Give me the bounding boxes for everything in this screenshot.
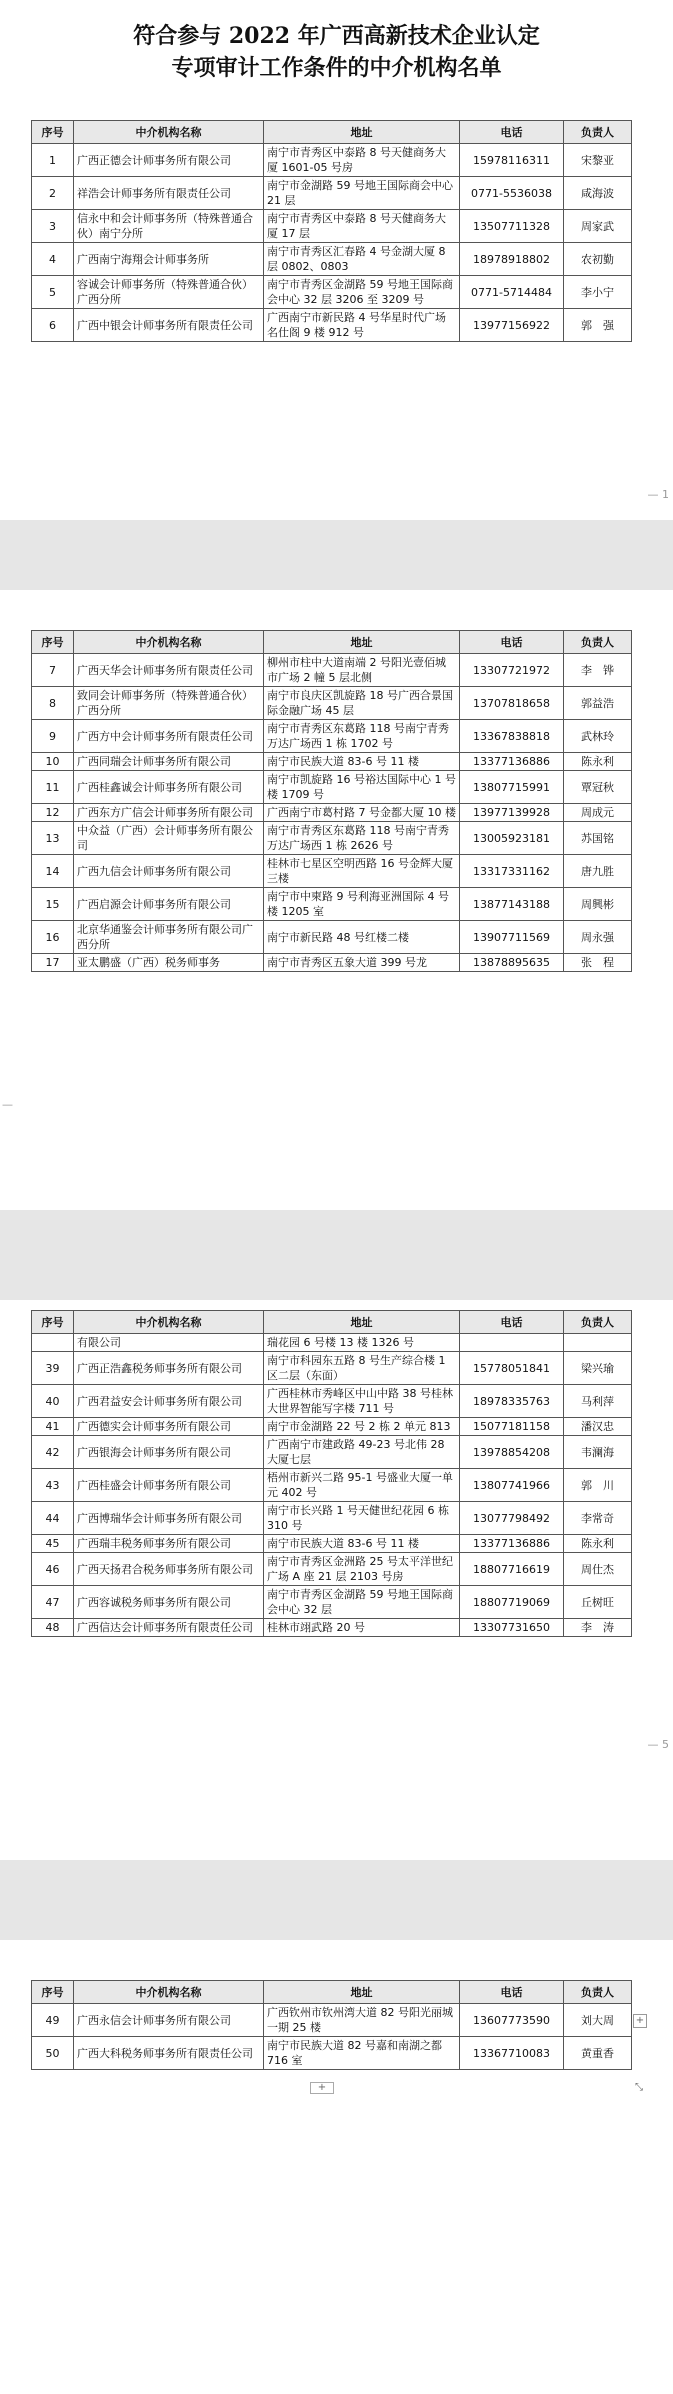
table-row: [32, 855, 632, 888]
cell-no: 6: [32, 309, 74, 342]
table-row: [32, 1418, 632, 1436]
table-row: [32, 1502, 632, 1535]
cell-name: 广西南宁海翔会计师事务所: [74, 243, 264, 276]
cell-name: 广西桂鑫诚会计师事务所有限公司: [74, 771, 264, 804]
cell-address: 南宁市民族大道 82 号嘉和南湖之都 716 室: [264, 2037, 460, 2070]
page-gap: [0, 520, 673, 590]
cell-address: 南宁市青秀区东葛路 118 号南宁青秀万达广场西 1 栋 2626 号: [264, 822, 460, 855]
header-name: 中介机构名称: [74, 1311, 264, 1334]
table-row: [32, 1334, 632, 1352]
cell-person: 丘树旺: [564, 1586, 632, 1619]
add-column-icon[interactable]: +: [633, 2014, 647, 2028]
table-body: [32, 1334, 632, 1637]
cell-phone: 13077798492: [460, 1502, 564, 1535]
cell-person: 陈永利: [564, 753, 632, 771]
cell-person: 李 铧: [564, 654, 632, 687]
cell-name: 广西方中会计师事务所有限责任公司: [74, 720, 264, 753]
cell-no: 10: [32, 753, 74, 771]
institutions-table-page-3: [31, 1310, 632, 1637]
add-row-icon[interactable]: +: [310, 2082, 334, 2094]
cell-person: 周永强: [564, 921, 632, 954]
cell-no: 4: [32, 243, 74, 276]
cell-person: 苏国铭: [564, 822, 632, 855]
table-row: [32, 654, 632, 687]
cell-address: 桂林市七星区空明西路 16 号金辉大厦三楼: [264, 855, 460, 888]
cell-name: 广西天扬君合税务师事务所有限公司: [74, 1553, 264, 1586]
cell-person: 陈永利: [564, 1535, 632, 1553]
cell-person: 郭 川: [564, 1469, 632, 1502]
cell-name: 广西大科税务师事务所有限责任公司: [74, 2037, 264, 2070]
table-row: [32, 177, 632, 210]
cell-address: 南宁市青秀区中泰路 8 号天健商务大厦 17 层: [264, 210, 460, 243]
cell-phone: 0771-5714484: [460, 276, 564, 309]
table-row: [32, 2037, 632, 2070]
document-title-line1: 符合参与 2022 年广西高新技术企业认定: [133, 23, 540, 49]
table-row: [32, 771, 632, 804]
document-page-3: [0, 1300, 673, 1860]
cell-person: 唐九胜: [564, 855, 632, 888]
cell-person: 梁兴瑜: [564, 1352, 632, 1385]
cell-name: 广西正浩鑫税务师事务所有限公司: [74, 1352, 264, 1385]
cell-person: 覃冠秋: [564, 771, 632, 804]
cell-phone: 13367838818: [460, 720, 564, 753]
table-row: [32, 804, 632, 822]
table-row: [32, 309, 632, 342]
cell-phone: 18807719069: [460, 1586, 564, 1619]
cell-person: 周仕杰: [564, 1553, 632, 1586]
cell-address: 南宁市金湖路 59 号地王国际商会中心 21 层: [264, 177, 460, 210]
cell-phone: 13005923181: [460, 822, 564, 855]
cell-no: 2: [32, 177, 74, 210]
cell-name: 亚太鹏盛（广西）税务师事务: [74, 954, 264, 972]
cell-no: 39: [32, 1352, 74, 1385]
table-row: [32, 243, 632, 276]
cell-no: 8: [32, 687, 74, 720]
cell-address: 广西南宁市葛村路 7 号金都大厦 10 楼: [264, 804, 460, 822]
cell-address: 梧州市新兴二路 95-1 号盛业大厦一单元 402 号: [264, 1469, 460, 1502]
document-title-line2: 专项审计工作条件的中介机构名单: [171, 55, 502, 81]
table-row: [32, 1385, 632, 1418]
margin-mark: —: [2, 1098, 13, 1111]
cell-phone: 13807741966: [460, 1469, 564, 1502]
cell-person: 郭 强: [564, 309, 632, 342]
cell-address: 南宁市青秀区五象大道 399 号龙: [264, 954, 460, 972]
cell-no: 45: [32, 1535, 74, 1553]
header-person: 负责人: [564, 1981, 632, 2004]
header-phone: 电话: [460, 631, 564, 654]
header-person: 负责人: [564, 1311, 632, 1334]
cell-name: 广西中银会计师事务所有限责任公司: [74, 309, 264, 342]
cell-address: 桂林市翊武路 20 号: [264, 1619, 460, 1637]
cell-person: 李 涛: [564, 1619, 632, 1637]
header-address: 地址: [264, 631, 460, 654]
cell-address: 南宁市新民路 48 号红楼二楼: [264, 921, 460, 954]
cell-phone: 15778051841: [460, 1352, 564, 1385]
cell-name: 容诚会计师事务所（特殊普通合伙）广西分所: [74, 276, 264, 309]
cell-address: 瑞花园 6 号楼 13 楼 1326 号: [264, 1334, 460, 1352]
cell-address: 南宁市青秀区汇春路 4 号金湖大厦 8 层 0802、0803: [264, 243, 460, 276]
cell-person: 农初勤: [564, 243, 632, 276]
header-phone: 电话: [460, 1981, 564, 2004]
cell-no: 15: [32, 888, 74, 921]
table-row: [32, 753, 632, 771]
cell-name: 有限公司: [74, 1334, 264, 1352]
cell-name: 北京华通鉴会计师事务所有限公司广西分所: [74, 921, 264, 954]
table-row: [32, 1535, 632, 1553]
cell-name: 广西博瑞华会计师事务所有限公司: [74, 1502, 264, 1535]
cell-no: 46: [32, 1553, 74, 1586]
cell-phone: 0771-5536038: [460, 177, 564, 210]
cell-phone: 13977139928: [460, 804, 564, 822]
header-address: 地址: [264, 121, 460, 144]
header-name: 中介机构名称: [74, 631, 264, 654]
cell-phone: 13877143188: [460, 888, 564, 921]
cell-person: 韦澜海: [564, 1436, 632, 1469]
cell-person: 黄重香: [564, 2037, 632, 2070]
cell-name: 广西九信会计师事务所有限公司: [74, 855, 264, 888]
table-row: [32, 276, 632, 309]
cell-no: 50: [32, 2037, 74, 2070]
cell-phone: 13377136886: [460, 753, 564, 771]
cell-phone: 13307731650: [460, 1619, 564, 1637]
cell-address: 南宁市青秀区金湖路 59 号地王国际商会中心 32 层 3206 至 3209 号: [264, 276, 460, 309]
cell-address: 南宁市青秀区东葛路 118 号南宁青秀万达广场西 1 栋 1702 号: [264, 720, 460, 753]
table-body: [32, 144, 632, 342]
cell-name: 广西银海会计师事务所有限公司: [74, 1436, 264, 1469]
cell-name: 广西君益安会计师事务所有限公司: [74, 1385, 264, 1418]
cell-name: 中众益（广西）会计师事务所有限公司: [74, 822, 264, 855]
cell-no: 41: [32, 1418, 74, 1436]
cell-phone: 13977156922: [460, 309, 564, 342]
page-number: — 5: [647, 1738, 669, 1751]
cell-no: 1: [32, 144, 74, 177]
cell-address: 广西桂林市秀峰区中山中路 38 号桂林大世界智能写字楼 711 号: [264, 1385, 460, 1418]
cell-address: 广西南宁市建政路 49-23 号北伟 28 大厦七层: [264, 1436, 460, 1469]
header-address: 地址: [264, 1311, 460, 1334]
cell-name: 广西东方广信会计师事务所有限公司: [74, 804, 264, 822]
document-page-2: [0, 590, 673, 1210]
cell-phone: 13607773590: [460, 2004, 564, 2037]
cell-name: 广西天华会计师事务所有限责任公司: [74, 654, 264, 687]
cell-no: 14: [32, 855, 74, 888]
cell-address: 南宁市民族大道 83-6 号 11 楼: [264, 753, 460, 771]
cell-person: 郭益浩: [564, 687, 632, 720]
cell-person: 李小宁: [564, 276, 632, 309]
cell-phone: 18978918802: [460, 243, 564, 276]
cell-person: 武林玲: [564, 720, 632, 753]
cell-phone: 13507711328: [460, 210, 564, 243]
cell-name: 广西德实会计师事务所有限公司: [74, 1418, 264, 1436]
table-row: [32, 720, 632, 753]
cell-phone: 15978116311: [460, 144, 564, 177]
cell-address: 南宁市金湖路 22 号 2 栋 2 单元 813: [264, 1418, 460, 1436]
document-page-1: [0, 0, 673, 520]
cell-no: 9: [32, 720, 74, 753]
table-row: [32, 1586, 632, 1619]
header-phone: 电话: [460, 1311, 564, 1334]
header-no: 序号: [32, 1981, 74, 2004]
cell-name: 广西信达会计师事务所有限责任公司: [74, 1619, 264, 1637]
cell-address: 南宁市科园东五路 8 号生产综合楼 1 区二层（东面）: [264, 1352, 460, 1385]
cell-phone: 13367710083: [460, 2037, 564, 2070]
cell-phone: 13907711569: [460, 921, 564, 954]
header-no: 序号: [32, 631, 74, 654]
cell-address: 南宁市凯旋路 16 号裕达国际中心 1 号楼 1709 号: [264, 771, 460, 804]
cell-address: 南宁市青秀区金湖路 59 号地王国际商会中心 32 层: [264, 1586, 460, 1619]
cell-address: 南宁市中柬路 9 号利海亚洲国际 4 号楼 1205 室: [264, 888, 460, 921]
table-row: [32, 687, 632, 720]
table-row: [32, 822, 632, 855]
cell-name: 广西永信会计师事务所有限公司: [74, 2004, 264, 2037]
cell-name: 广西桂盛会计师事务所有限公司: [74, 1469, 264, 1502]
cell-person: 宋黎亚: [564, 144, 632, 177]
institutions-table-page-2: [31, 630, 632, 972]
cell-name: 广西容诚税务师事务所有限公司: [74, 1586, 264, 1619]
table-row: [32, 1469, 632, 1502]
cell-phone: [460, 1334, 564, 1352]
institutions-table-page-1: [31, 120, 632, 342]
cell-person: 马利萍: [564, 1385, 632, 1418]
cell-address: 南宁市青秀区中泰路 8 号天健商务大厦 1601-05 号房: [264, 144, 460, 177]
cell-address: 南宁市民族大道 83-6 号 11 楼: [264, 1535, 460, 1553]
cell-phone: 13878895635: [460, 954, 564, 972]
cell-no: 49: [32, 2004, 74, 2037]
table-row: [32, 1553, 632, 1586]
cell-phone: 13317331162: [460, 855, 564, 888]
cell-no: 43: [32, 1469, 74, 1502]
header-person: 负责人: [564, 121, 632, 144]
cell-address: 柳州市柱中大道南端 2 号阳光壹佰城市广场 2 幢 5 层北侧: [264, 654, 460, 687]
cell-no: 16: [32, 921, 74, 954]
cell-no: 13: [32, 822, 74, 855]
cell-phone: 13807715991: [460, 771, 564, 804]
cell-person: 周家武: [564, 210, 632, 243]
cell-no: 48: [32, 1619, 74, 1637]
page-gap: [0, 1210, 673, 1300]
cell-no: 44: [32, 1502, 74, 1535]
cell-name: 广西同瑞会计师事务所有限公司: [74, 753, 264, 771]
header-no: 序号: [32, 1311, 74, 1334]
cell-name: 致同会计师事务所（特殊普通合伙）广西分所: [74, 687, 264, 720]
table-row: [32, 1436, 632, 1469]
institutions-table-page-4: [31, 1980, 632, 2070]
cell-name: 祥浩会计师事务所有限责任公司: [74, 177, 264, 210]
table-row: [32, 144, 632, 177]
cell-person: 咸海波: [564, 177, 632, 210]
header-no: 序号: [32, 121, 74, 144]
cell-address: 南宁市青秀区金洲路 25 号太平洋世纪广场 A 座 21 层 2103 号房: [264, 1553, 460, 1586]
page-gap: [0, 1860, 673, 1940]
cell-person: 潘汉忠: [564, 1418, 632, 1436]
cell-no: 12: [32, 804, 74, 822]
table-row: [32, 1352, 632, 1385]
header-name: 中介机构名称: [74, 1981, 264, 2004]
cell-phone: 13307721972: [460, 654, 564, 687]
cell-address: 南宁市良庆区凯旋路 18 号广西合景国际金融广场 45 层: [264, 687, 460, 720]
cell-no: 42: [32, 1436, 74, 1469]
table-row: [32, 921, 632, 954]
cell-no: 40: [32, 1385, 74, 1418]
cell-address: 广西钦州市钦州湾大道 82 号阳光丽城一期 25 楼: [264, 2004, 460, 2037]
table-row: [32, 210, 632, 243]
cell-no: 7: [32, 654, 74, 687]
header-phone: 电话: [460, 121, 564, 144]
cell-person: [564, 1334, 632, 1352]
header-address: 地址: [264, 1981, 460, 2004]
table-row: [32, 2004, 632, 2037]
cell-no: 11: [32, 771, 74, 804]
table-row: [32, 954, 632, 972]
table-row: [32, 888, 632, 921]
cell-person: 刘大周: [564, 2004, 632, 2037]
cell-address: 广西南宁市新民路 4 号华星时代广场名仕阁 9 楼 912 号: [264, 309, 460, 342]
cell-phone: 13377136886: [460, 1535, 564, 1553]
cell-no: 3: [32, 210, 74, 243]
header-person: 负责人: [564, 631, 632, 654]
cell-person: 张 程: [564, 954, 632, 972]
cell-phone: 13707818658: [460, 687, 564, 720]
cell-phone: 13978854208: [460, 1436, 564, 1469]
header-name: 中介机构名称: [74, 121, 264, 144]
cell-person: 周成元: [564, 804, 632, 822]
document-page-4: [0, 1940, 673, 2394]
cell-name: 广西正德会计师事务所有限公司: [74, 144, 264, 177]
cell-phone: 15077181158: [460, 1418, 564, 1436]
table-row: [32, 1619, 632, 1637]
cell-name: 广西瑞丰税务师事务所有限公司: [74, 1535, 264, 1553]
cell-phone: 18978335763: [460, 1385, 564, 1418]
table-body: [32, 2004, 632, 2070]
cell-address: 南宁市长兴路 1 号天健世纪花园 6 栋 310 号: [264, 1502, 460, 1535]
table-body: [32, 654, 632, 972]
cell-no: 47: [32, 1586, 74, 1619]
cell-phone: 18807716619: [460, 1553, 564, 1586]
cell-no: 5: [32, 276, 74, 309]
cell-no: [32, 1334, 74, 1352]
cell-person: 周興彬: [564, 888, 632, 921]
cell-no: 17: [32, 954, 74, 972]
table-resize-icon[interactable]: ⤡: [635, 2082, 643, 2093]
cell-name: 信永中和会计师事务所（特殊普通合伙）南宁分所: [74, 210, 264, 243]
cell-person: 李常奇: [564, 1502, 632, 1535]
cell-name: 广西启源会计师事务所有限公司: [74, 888, 264, 921]
page-number: — 1: [647, 488, 669, 501]
